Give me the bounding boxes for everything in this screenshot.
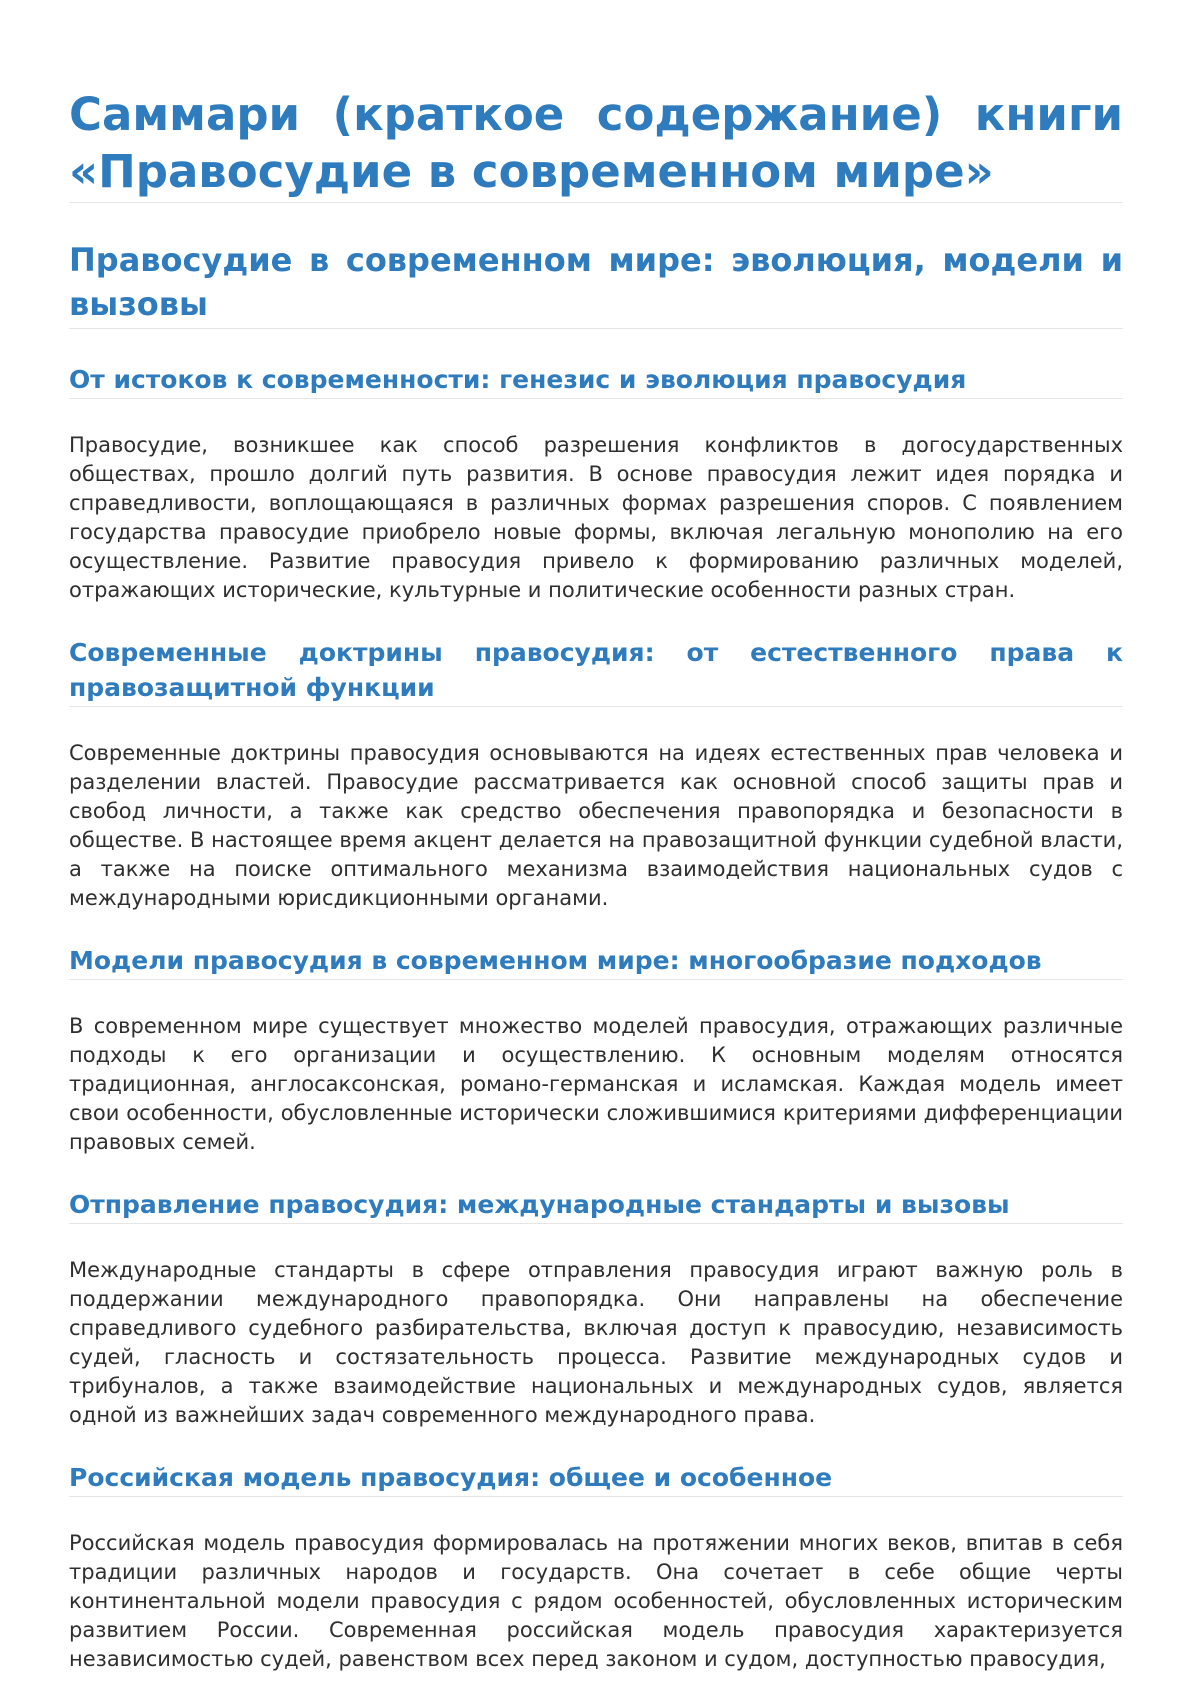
section-russian-model xyxy=(69,1460,1123,1674)
section-heading: Российская модель правосудия: общее и особенное xyxy=(69,1460,1123,1497)
section-heading: Модели правосудия в современном мире: многообразие подходов xyxy=(69,943,1123,980)
section-doctrines xyxy=(69,635,1123,913)
document-title: Саммари (краткое содержание) книги «Правосудие в современном мире» xyxy=(69,86,1123,203)
section-paragraph: В современном мире существует множество моделей правосудия, отражающих различные подходы к его организации и осуществлению. К основным моделям относятся традиционная, англосаксонская, романо-германская и исламская. Каждая модель имеет свои особенности, обусловленные исторически сложившимися критериями дифференциации правовых семей. xyxy=(69,1014,1123,1154)
section-heading: Отправление правосудия: международные стандарты и вызовы xyxy=(69,1187,1123,1224)
section-paragraph: Международные стандарты в сфере отправления правосудия играют важную роль в поддержании международного правопорядка. Они направлены на обеспечение справедливого судебного разбирательства, включая доступ к правосудию, независимость судей, гласность и состязательность процесса. Развитие международных судов и трибуналов, а также взаимодействие национальных и международных судов, является одной из важнейших задач современного международного права. xyxy=(69,1258,1123,1427)
section-models xyxy=(69,943,1123,1157)
section-paragraph: Современные доктрины правосудия основываются на идеях естественных прав человека и разделении властей. Правосудие рассматривается как основной способ защиты прав и свобод личности, а также как средство обеспечения правопорядка и безопасности в обществе. В настоящее время акцент делается на правозащитной функции судебной власти, а также на поиске оптимального механизма взаимодействия национальных судов с международными юрисдикционными органами. xyxy=(69,741,1123,910)
document-subtitle: Правосудие в современном мире: эволюция, модели и вызовы xyxy=(69,238,1123,329)
section-heading: От истоков к современности: генезис и эволюция правосудия xyxy=(69,362,1123,399)
section-paragraph: Российская модель правосудия формировалась на протяжении многих веков, впитав в себя традиции различных народов и государств. Она сочетает в себе общие черты континентальной модели правосудия с рядом особенностей, обусловленных историческим развитием России. Современная российская модель правосудия характеризуется независимостью судей, равенством всех перед законом и судом, доступностью правосудия, xyxy=(69,1531,1123,1671)
section-origins xyxy=(69,362,1123,605)
section-standards xyxy=(69,1187,1123,1430)
section-heading: Современные доктрины правосудия: от естественного права к правозащитной функции xyxy=(69,635,1123,707)
section-paragraph: Правосудие, возникшее как способ разрешения конфликтов в догосударственных обществах, прошло долгий путь развития. В основе правосудия лежит идея порядка и справедливости, воплощающаяся в различных формах разрешения споров. С появлением государства правосудие приобрело новые формы, включая легальную монополию на его осуществление. Развитие правосудия привело к формированию различных моделей, отражающих исторические, культурные и политические особенности разных стран. xyxy=(69,433,1123,602)
